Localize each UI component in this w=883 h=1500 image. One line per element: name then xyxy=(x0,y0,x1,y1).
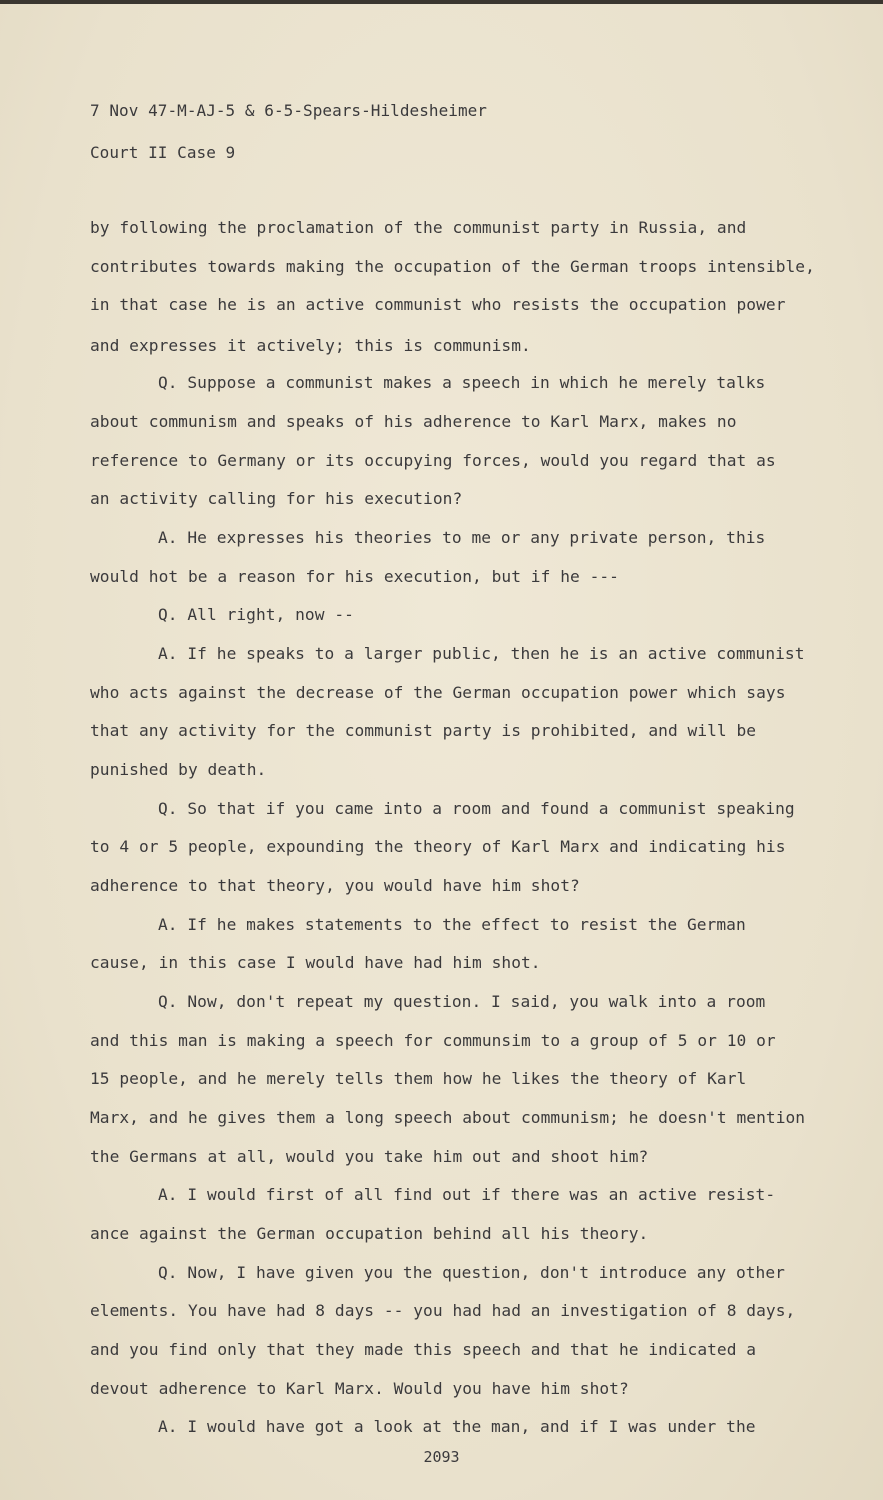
body-line: punished by death. xyxy=(90,760,267,779)
body-line: Q. All right, now -- xyxy=(158,605,354,624)
body-line: A. If he makes statements to the effect to resist the German xyxy=(158,915,746,934)
body-line: devout adherence to Karl Marx. Would you have him shot? xyxy=(90,1379,629,1398)
body-line: A. I would first of all find out if there was an active resist- xyxy=(158,1185,776,1204)
body-line: by following the proclamation of the communist party in Russia, and xyxy=(90,218,747,237)
body-line: and expresses it actively; this is communism. xyxy=(90,336,531,355)
body-line: Q. Now, I have given you the question, don't introduce any other xyxy=(158,1263,785,1282)
body-line: about communism and speaks of his adherence to Karl Marx, makes no xyxy=(90,412,737,431)
body-line: in that case he is an active communist who resists the occupation power xyxy=(90,295,786,314)
body-line: 15 people, and he merely tells them how he likes the theory of Karl xyxy=(90,1069,747,1088)
body-line: would hot be a reason for his execution, but if he --- xyxy=(90,567,619,586)
header-line-2: Court II Case 9 xyxy=(90,143,236,162)
body-line: Q. Now, don't repeat my question. I said, you walk into a room xyxy=(158,992,766,1011)
body-line: reference to Germany or its occupying forces, would you regard that as xyxy=(90,451,776,470)
body-line: that any activity for the communist party is prohibited, and will be xyxy=(90,721,757,740)
body-line: contributes towards making the occupation of the German troops intensible, xyxy=(90,257,815,276)
body-line: Marx, and he gives them a long speech about communism; he doesn't mention xyxy=(90,1108,806,1127)
body-line: cause, in this case I would have had him shot. xyxy=(90,953,541,972)
page-top-edge xyxy=(0,0,883,4)
page-number: 2093 xyxy=(423,1448,460,1466)
body-line: Q. So that if you came into a room and found a communist speaking xyxy=(158,799,795,818)
body-line: A. If he speaks to a larger public, then he is an active communist xyxy=(158,644,805,663)
body-line: Q. Suppose a communist makes a speech in which he merely talks xyxy=(158,373,766,392)
body-line: adherence to that theory, you would have him shot? xyxy=(90,876,580,895)
header-line-1: 7 Nov 47-M-AJ-5 & 6-5-Spears-Hildesheimer xyxy=(90,101,487,120)
body-line: and you find only that they made this speech and that he indicated a xyxy=(90,1340,757,1359)
body-line: elements. You have had 8 days -- you had had an investigation of 8 days, xyxy=(90,1301,796,1320)
body-line: A. He expresses his theories to me or any private person, this xyxy=(158,528,766,547)
body-line: A. I would have got a look at the man, and if I was under the xyxy=(158,1417,756,1436)
body-line: and this man is making a speech for communsim to a group of 5 or 10 or xyxy=(90,1031,776,1050)
body-line: ance against the German occupation behind all his theory. xyxy=(90,1224,649,1243)
body-line: the Germans at all, would you take him out and shoot him? xyxy=(90,1147,649,1166)
body-line: to 4 or 5 people, expounding the theory of Karl Marx and indicating his xyxy=(90,837,786,856)
body-line: an activity calling for his execution? xyxy=(90,489,463,508)
body-line: who acts against the decrease of the German occupation power which says xyxy=(90,683,786,702)
